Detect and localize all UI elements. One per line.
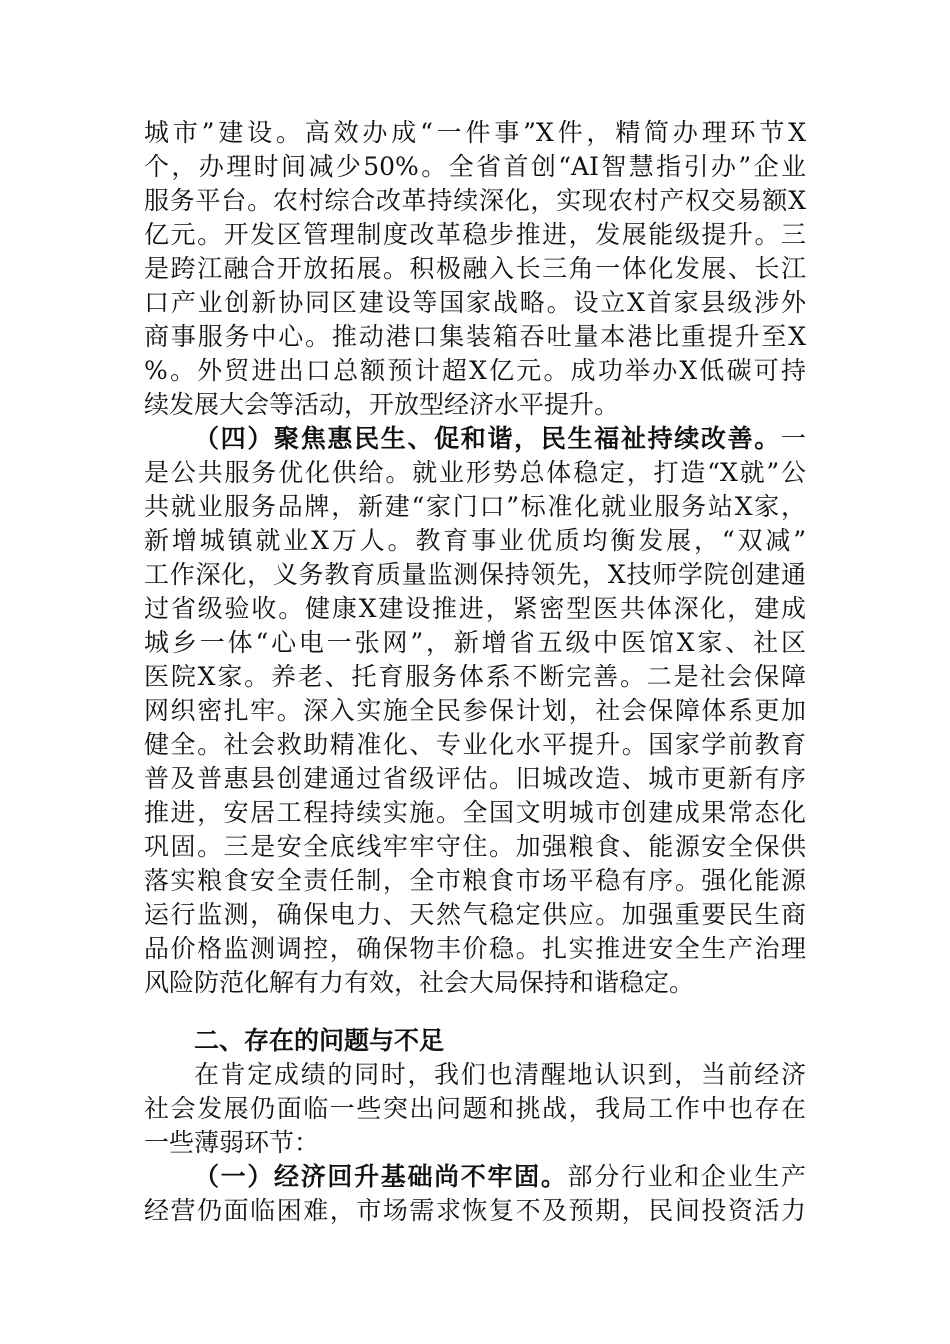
- body-line: 服务平台。农村综合改革持续深化，实现农村产权交易额X: [144, 186, 806, 215]
- body-line: 城市”建设。高效办成“一件事”X件，精简办理环节X: [144, 118, 806, 147]
- problem-1-lead: 部分行业和企业生产: [567, 1162, 806, 1191]
- body-line: 新增城镇就业X万人。教育事业优质均衡发展，“双减”: [144, 526, 806, 555]
- body-line: 续发展大会等活动，开放型经济水平提升。: [144, 390, 620, 419]
- body-line: 医院X家。养老、托育服务体系不断完善。二是社会保障: [144, 662, 806, 691]
- body-line: 是公共服务优化供给。就业形势总体稳定，打造“X就”公: [144, 458, 806, 487]
- section-4-title: （四）聚焦惠民生、促和谐，民生福祉持续改善。: [194, 424, 781, 453]
- body-line: 过省级验收。健康X建设推进，紧密型医共体深化，建成: [144, 594, 806, 623]
- body-line: 经营仍面临困难，市场需求恢复不及预期，民间投资活力: [144, 1196, 806, 1225]
- body-line: 风险防范化解有力有效，社会大局保持和谐稳定。: [144, 968, 695, 997]
- body-line: 亿元。开发区管理制度改革稳步推进，发展能级提升。三: [144, 220, 806, 249]
- body-line: 社会发展仍面临一些突出问题和挑战，我局工作中也存在: [144, 1094, 806, 1123]
- body-line: 网织密扎牢。深入实施全民参保计划，社会保障体系更加: [144, 696, 806, 725]
- section-heading: 二、存在的问题与不足: [194, 1026, 445, 1055]
- problem-1-heading-line: [194, 1160, 806, 1194]
- body-line: 巩固。三是安全底线牢牢守住。加强粮食、能源安全保供: [144, 832, 806, 861]
- body-line: 落实粮食安全责任制，全市粮食市场平稳有序。强化能源: [144, 866, 806, 895]
- section-4-heading-line: [194, 422, 806, 456]
- body-line: 在肯定成绩的同时，我们也清醒地认识到，当前经济: [194, 1060, 806, 1089]
- body-line: 品价格监测调控，确保物丰价稳。扎实推进安全生产治理: [144, 934, 806, 963]
- body-line: %。外贸进出口总额预计超X亿元。成功举办X低碳可持: [144, 356, 806, 385]
- body-line: 共就业服务品牌，新建“家门口”标准化就业服务站X家，: [144, 492, 806, 521]
- body-line: 城乡一体“心电一张网”，新增省五级中医馆X家、社区: [144, 628, 806, 657]
- body-line: 工作深化，义务教育质量监测保持领先，X技师学院创建通: [144, 560, 806, 589]
- section-4-lead: 一: [780, 424, 806, 453]
- problem-1-title: （一）经济回升基础尚不牢固。: [194, 1162, 568, 1191]
- body-line: 个，办理时间减少50%。全省首创“AI智慧指引办”企业: [144, 152, 806, 181]
- body-line: 是跨江融合开放拓展。积极融入长三角一体化发展、长江: [144, 254, 806, 283]
- body-line: 运行监测，确保电力、天然气稳定供应。加强重要民生商: [144, 900, 806, 929]
- body-line: 口产业创新协同区建设等国家战略。设立X首家县级涉外: [144, 288, 806, 317]
- body-line: 健全。社会救助精准化、专业化水平提升。国家学前教育: [144, 730, 806, 759]
- body-line: 推进，安居工程持续实施。全国文明城市创建成果常态化: [144, 798, 806, 827]
- body-line: 商事服务中心。推动港口集装箱吞吐量本港比重提升至X: [144, 322, 806, 351]
- body-line: 普及普惠县创建通过省级评估。旧城改造、城市更新有序: [144, 764, 806, 793]
- body-line: 一些薄弱环节：: [144, 1128, 320, 1157]
